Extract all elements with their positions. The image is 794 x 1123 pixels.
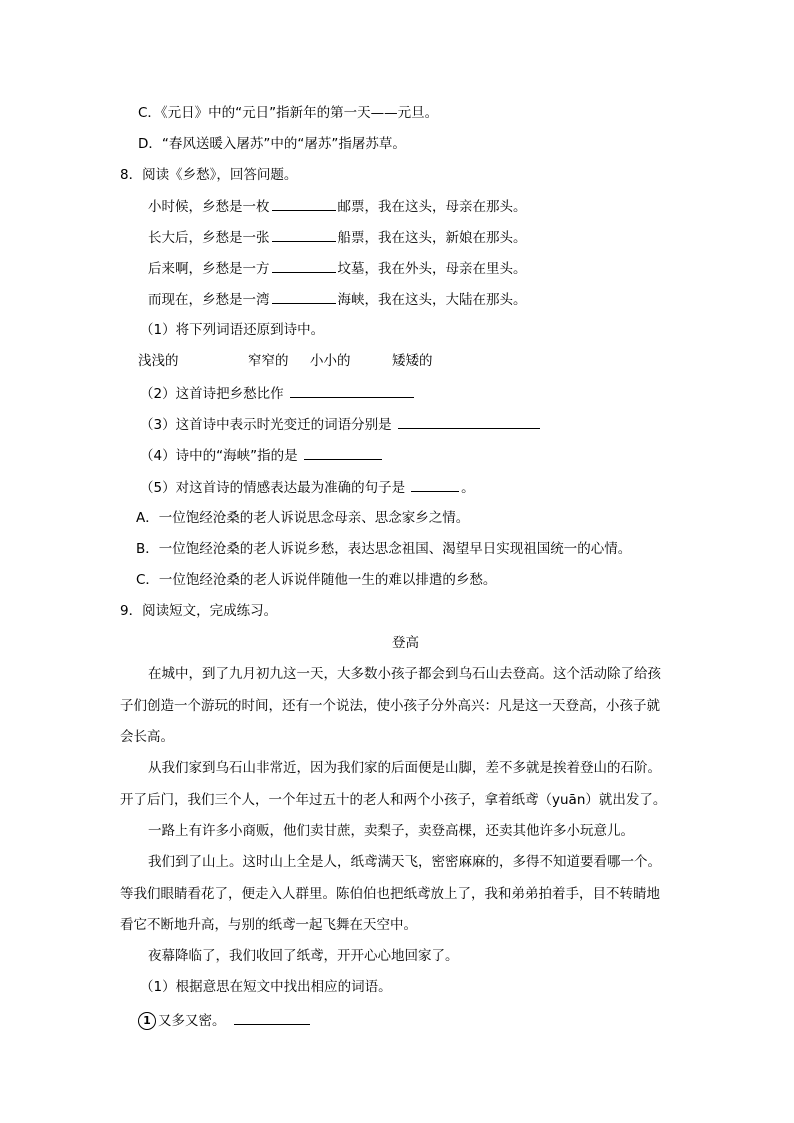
poem-line-2-end: 船票，我在这头，新娘在那头。 xyxy=(337,230,527,246)
word-option: 窄窄的 xyxy=(248,353,289,369)
option-d-line: D．“春风送暖入屠苏”中的“屠苏”指屠苏草。 xyxy=(138,136,406,152)
sub-question-3-text: （3）这首诗中表示时光变迁的词语分别是 xyxy=(140,417,392,433)
sub-question-4 xyxy=(140,445,384,466)
answer-blank[interactable] xyxy=(398,414,540,429)
passage-line: 我们到了山上。这时山上全是人，纸鸢满天飞，密密麻麻的，多得不知道要看哪一个。 xyxy=(148,854,661,870)
passage-line: 开了后门，我们三个人，一个年过五十的老人和两个小孩子，拿着纸鸢（yuān）就出发了。 xyxy=(120,792,667,808)
poem-line-1-start: 小时候，乡愁是一枚 xyxy=(148,199,270,215)
passage-line: 看它不断地升高，与别的纸鸢一起飞舞在天空中。 xyxy=(120,917,417,933)
answer-blank[interactable] xyxy=(234,1010,310,1025)
sub-question-1: （1）将下列词语还原到诗中。 xyxy=(140,322,325,338)
answer-blank[interactable] xyxy=(272,227,336,242)
option-c: C．一位饱经沧桑的老人诉说伴随他一生的难以排遣的乡愁。 xyxy=(136,572,497,588)
sub-question-2 xyxy=(140,383,416,404)
poem-line-3 xyxy=(148,258,527,279)
sub-question-3 xyxy=(140,414,542,435)
word-option: 小小的 xyxy=(310,353,351,369)
circled-number-1: 1 xyxy=(138,1012,156,1030)
poem-line-2 xyxy=(148,227,527,248)
poem-line-4-start: 而现在，乡愁是一湾 xyxy=(148,292,270,308)
sub-question-4-text: （4）诗中的“海峡”指的是 xyxy=(140,448,298,464)
passage-line: 一路上有许多小商贩，他们卖甘蔗，卖梨子，卖登高棵，还卖其他许多小玩意儿。 xyxy=(148,823,634,839)
word-bank xyxy=(138,351,433,371)
sub-question-5-text: （5）对这首诗的情感表达最为准确的句子是 xyxy=(140,480,406,496)
poem-line-4-end: 海峡，我在这头，大陆在那头。 xyxy=(337,292,527,308)
answer-blank[interactable] xyxy=(290,383,414,398)
sub-question-9-1: （1）根据意思在短文中找出相应的词语。 xyxy=(140,979,392,995)
poem-line-4 xyxy=(148,289,527,310)
option-a: A．一位饱经沧桑的老人诉说思念母亲、思念家乡之情。 xyxy=(136,510,470,526)
sub-question-2-text: （2）这首诗把乡愁比作 xyxy=(140,386,284,402)
answer-blank[interactable] xyxy=(272,289,336,304)
passage-line: 会长高。 xyxy=(120,729,174,745)
poem-line-1-end: 邮票，我在这头，母亲在那头。 xyxy=(337,199,527,215)
vocab-item-1-text: 又多又密。 xyxy=(158,1013,226,1029)
sub-question-5 xyxy=(140,477,475,498)
option-c-line: C．《元日》中的“元日”指新年的第一天——元旦。 xyxy=(138,105,439,121)
poem-line-3-end: 坟墓，我在外头，母亲在里头。 xyxy=(337,261,527,277)
poem-line-2-start: 长大后，乡愁是一张 xyxy=(148,230,270,246)
vocab-item-1 xyxy=(138,1010,312,1031)
sub-question-5-period: 。 xyxy=(461,480,475,496)
passage-line: 子们创造一个游玩的时间，还有一个说法，使小孩子分外高兴：凡是这一天登高，小孩子就 xyxy=(120,698,660,714)
answer-blank[interactable] xyxy=(272,196,336,211)
passage-line: 等我们眼睛看花了，便走入人群里。陈伯伯也把纸鸢放上了，我和弟弟拍着手，目不转睛地 xyxy=(120,886,660,902)
question-9-heading: 9．阅读短文，完成练习。 xyxy=(120,603,278,619)
question-8-heading: 8．阅读《乡愁》，回答问题。 xyxy=(120,167,298,183)
answer-blank[interactable] xyxy=(272,258,336,273)
poem-line-3-start: 后来啊，乡愁是一方 xyxy=(148,261,270,277)
option-b: B．一位饱经沧桑的老人诉说乡愁，表达思念祖国、渴望早日实现祖国统一的心情。 xyxy=(136,541,632,557)
answer-blank[interactable] xyxy=(411,477,459,492)
passage-line: 从我们家到乌石山非常近，因为我们家的后面便是山脚，差不多就是挨着登山的石阶。 xyxy=(148,760,661,776)
answer-blank[interactable] xyxy=(304,445,382,460)
passage-title: 登高 xyxy=(392,635,419,651)
word-option: 浅浅的 xyxy=(138,353,179,369)
word-option: 矮矮的 xyxy=(392,353,433,369)
passage-line: 夜幕降临了，我们收回了纸鸢，开开心心地回家了。 xyxy=(148,948,459,964)
passage-line: 在城中，到了九月初九这一天，大多数小孩子都会到乌石山去登高。这个活动除了给孩 xyxy=(148,666,661,682)
poem-line-1 xyxy=(148,196,527,217)
